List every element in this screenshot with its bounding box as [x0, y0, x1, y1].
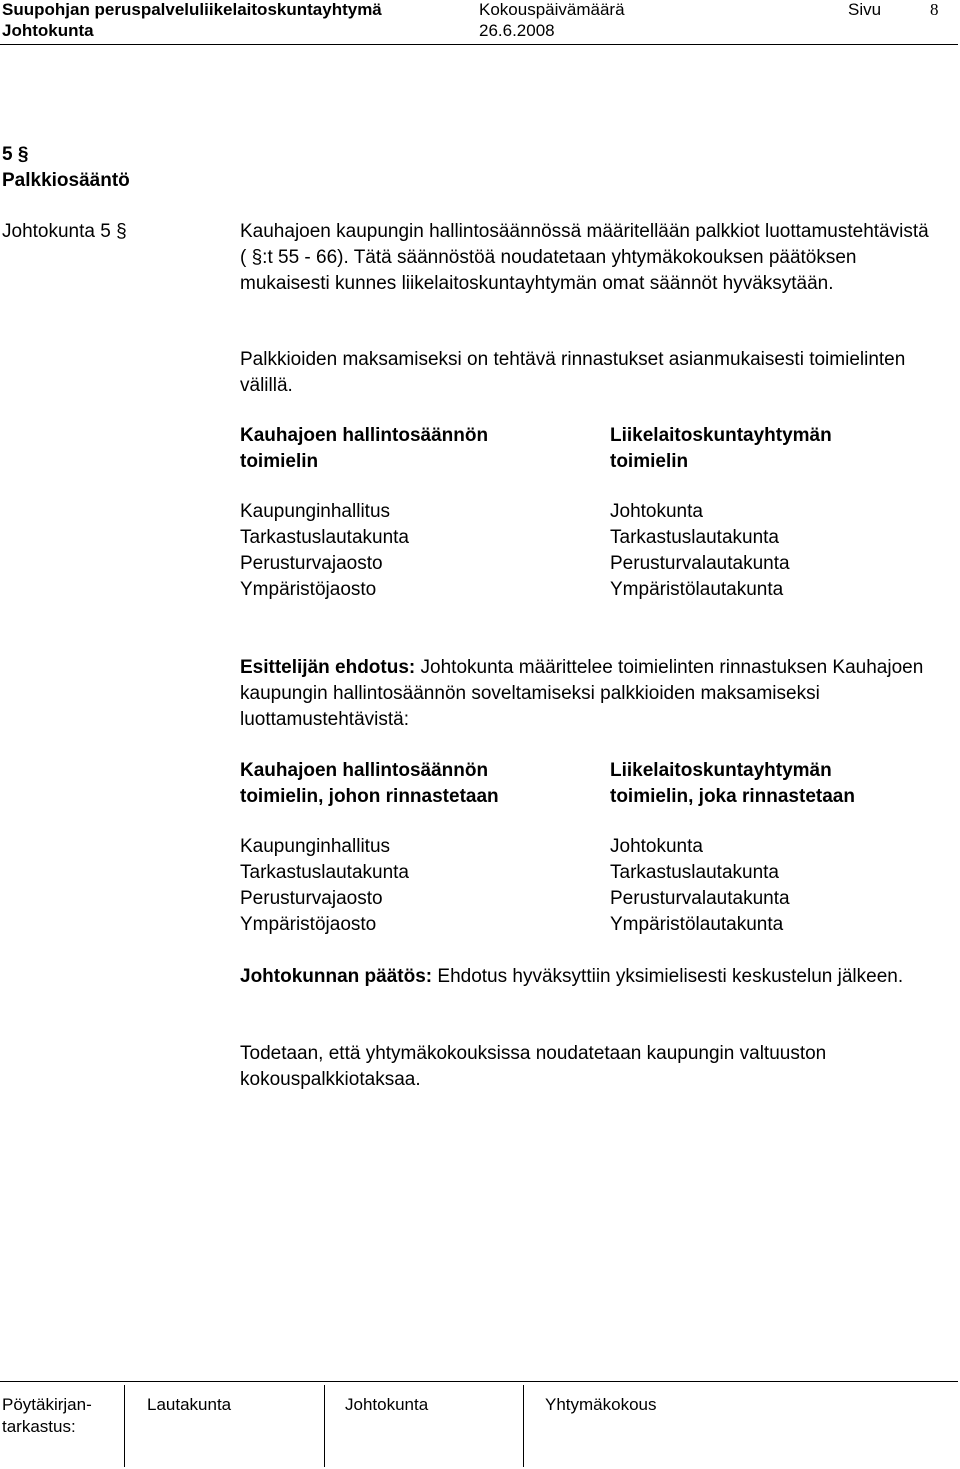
- table1-right-item: Ympäristölautakunta: [610, 579, 784, 600]
- footer-col-lautakunta: Lautakunta: [147, 1395, 232, 1414]
- proposal-label: Esittelijän ehdotus:: [240, 657, 416, 678]
- table1-right-item: Johtokunta: [610, 501, 703, 522]
- header-rule: [0, 44, 958, 45]
- footer-divider: [324, 1385, 325, 1467]
- table2-right-head-1: Liikelaitoskuntayhtymän: [610, 760, 832, 781]
- proposal: [240, 655, 930, 733]
- note: Todetaan, että yhtymäkokouksissa noudatetaan kaupungin valtuuston kokouspalkkiotaksaa.: [240, 1043, 827, 1090]
- intro-paragraph-2: Palkkioiden maksamiseksi on tehtävä rinnastukset asianmukaisesti toimielinten välillä.: [240, 349, 906, 396]
- header-page-label: Sivu: [848, 0, 882, 19]
- footer-check-label-2: tarkastus:: [2, 1417, 76, 1436]
- decision-label: Johtokunnan päätös:: [240, 966, 433, 987]
- table2-left-head-2: toimielin, johon rinnastetaan: [240, 786, 499, 807]
- table1-left-head-1: Kauhajoen hallintosäännön: [240, 425, 489, 446]
- table2-right: [610, 758, 855, 938]
- table1-left-item: Ympäristöjaosto: [240, 579, 377, 600]
- table2-left-item: Ympäristöjaosto: [240, 914, 377, 935]
- table1-left-item: Kaupunginhallitus: [240, 501, 391, 522]
- decision-text: Ehdotus hyväksyttiin yksimielisesti keskustelun jälkeen.: [432, 966, 904, 987]
- table2-left: [240, 758, 499, 938]
- table2-right-head-2: toimielin, joka rinnastetaan: [610, 786, 855, 807]
- proposal-text: Johtokunta määrittelee toimielinten rinnastuksen Kauhajoen kaupungin hallintosäännön soveltamiseksi palkkioiden maksamiseksi luottamustehtävistä:: [240, 657, 924, 730]
- footer-rule: [0, 1381, 958, 1382]
- table1-right-head-2: toimielin: [610, 451, 689, 472]
- table2-left-item: Kaupunginhallitus: [240, 836, 391, 857]
- table2-left-head-1: Kauhajoen hallintosäännön: [240, 760, 489, 781]
- footer-check-label-1: Pöytäkirjan-: [2, 1395, 92, 1414]
- table1-right-head-1: Liikelaitoskuntayhtymän: [610, 425, 832, 446]
- table1-left: [240, 423, 488, 603]
- intro-paragraph-1: Kauhajoen kaupungin hallintosäännössä määritellään palkkiot luottamustehtävistä ( §:t 55 - 66). Tätä säännöstöä noudatetaan yhtymäkokouksen päätöksen mukaisesti kunnes liikelaitoskuntayhtymän omat säännöt hyväksytään.: [240, 221, 929, 294]
- table1-left-item: Perusturvajaosto: [240, 553, 383, 574]
- decision: [240, 964, 930, 990]
- reference: Johtokunta 5 §: [2, 221, 127, 242]
- table2-left-item: Tarkastuslautakunta: [240, 862, 409, 883]
- table2-right-item: Ympäristölautakunta: [610, 914, 784, 935]
- footer-col-johtokunta: Johtokunta: [345, 1395, 429, 1414]
- table2-right-item: Perusturvalautakunta: [610, 888, 790, 909]
- header-body: Johtokunta: [2, 21, 94, 40]
- footer-col-yhtymakokous: Yhtymäkokous: [545, 1395, 657, 1414]
- table2-right-item: Tarkastuslautakunta: [610, 862, 779, 883]
- footer-divider: [124, 1385, 125, 1467]
- table1-left-head-2: toimielin: [240, 451, 319, 472]
- section-number: 5 §: [2, 144, 29, 165]
- table1-right: [610, 423, 832, 603]
- section-title: Palkkiosääntö: [2, 170, 130, 191]
- header-date: 26.6.2008: [479, 21, 555, 40]
- table2-right-item: Johtokunta: [610, 836, 703, 857]
- table1-right-item: Perusturvalautakunta: [610, 553, 790, 574]
- table1-right-item: Tarkastuslautakunta: [610, 527, 779, 548]
- header-page-number: 8: [930, 0, 939, 19]
- header-org: Suupohjan peruspalveluliikelaitoskuntayhtymä: [2, 0, 382, 19]
- header-date-label: Kokouspäivämäärä: [479, 0, 625, 19]
- table2-left-item: Perusturvajaosto: [240, 888, 383, 909]
- footer-divider: [523, 1385, 524, 1467]
- table1-left-item: Tarkastuslautakunta: [240, 527, 409, 548]
